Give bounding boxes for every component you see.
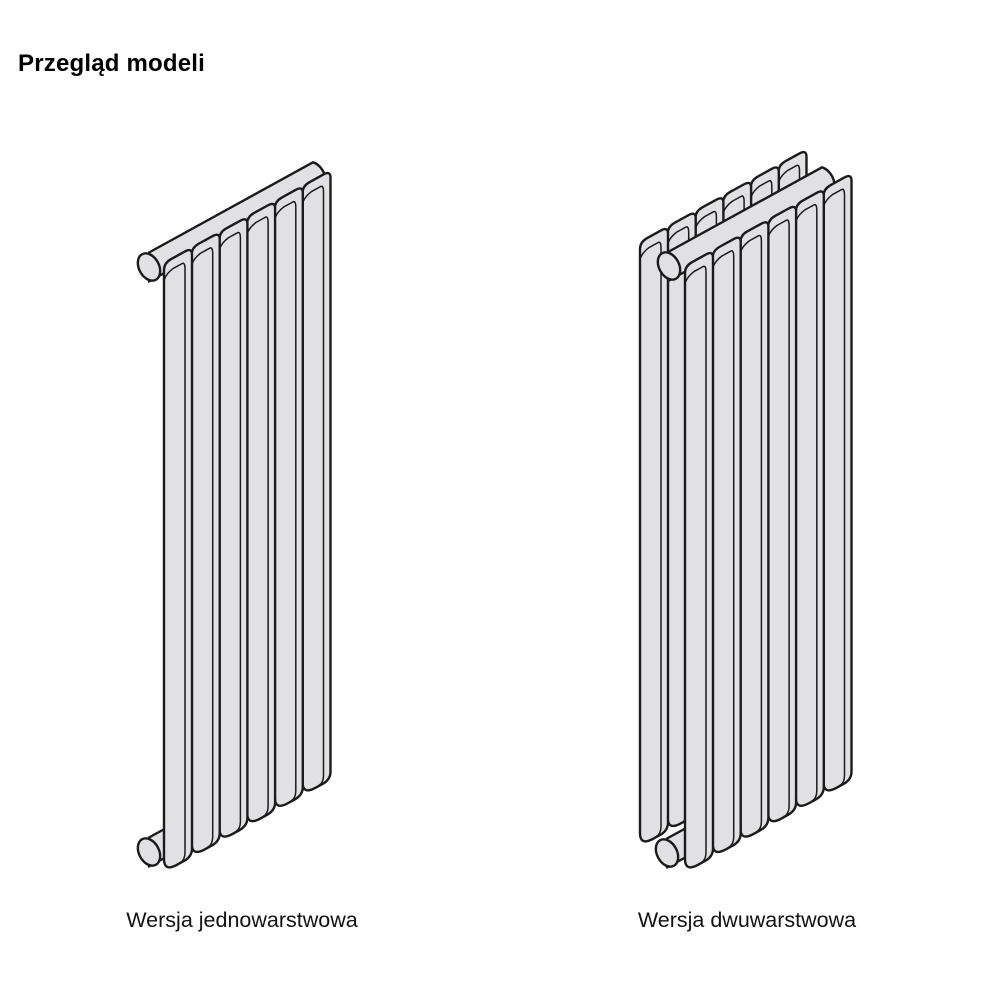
front-row-tube: [303, 173, 331, 790]
page-title: Przegląd modeli: [18, 50, 206, 77]
radiator-single-illustration: [133, 162, 330, 869]
front-row-tube: [824, 176, 852, 790]
model-caption-single: Wersja jednowarstwowa: [126, 908, 358, 932]
front-row-tube: [685, 253, 713, 867]
front-row-tube: [768, 207, 796, 821]
front-row-tube: [796, 191, 824, 805]
model-caption-double: Wersja dwuwarstwowa: [637, 908, 857, 932]
front-row-tube: [192, 235, 220, 852]
radiator-double-illustration: [640, 152, 852, 870]
back-row-tube: [640, 229, 668, 841]
front-row-tube: [219, 219, 247, 836]
front-row-tube: [164, 250, 192, 867]
front-row-tube: [713, 238, 741, 852]
front-row-tube: [740, 222, 768, 836]
front-row-tube: [275, 188, 303, 805]
front-row-tube: [247, 204, 275, 821]
